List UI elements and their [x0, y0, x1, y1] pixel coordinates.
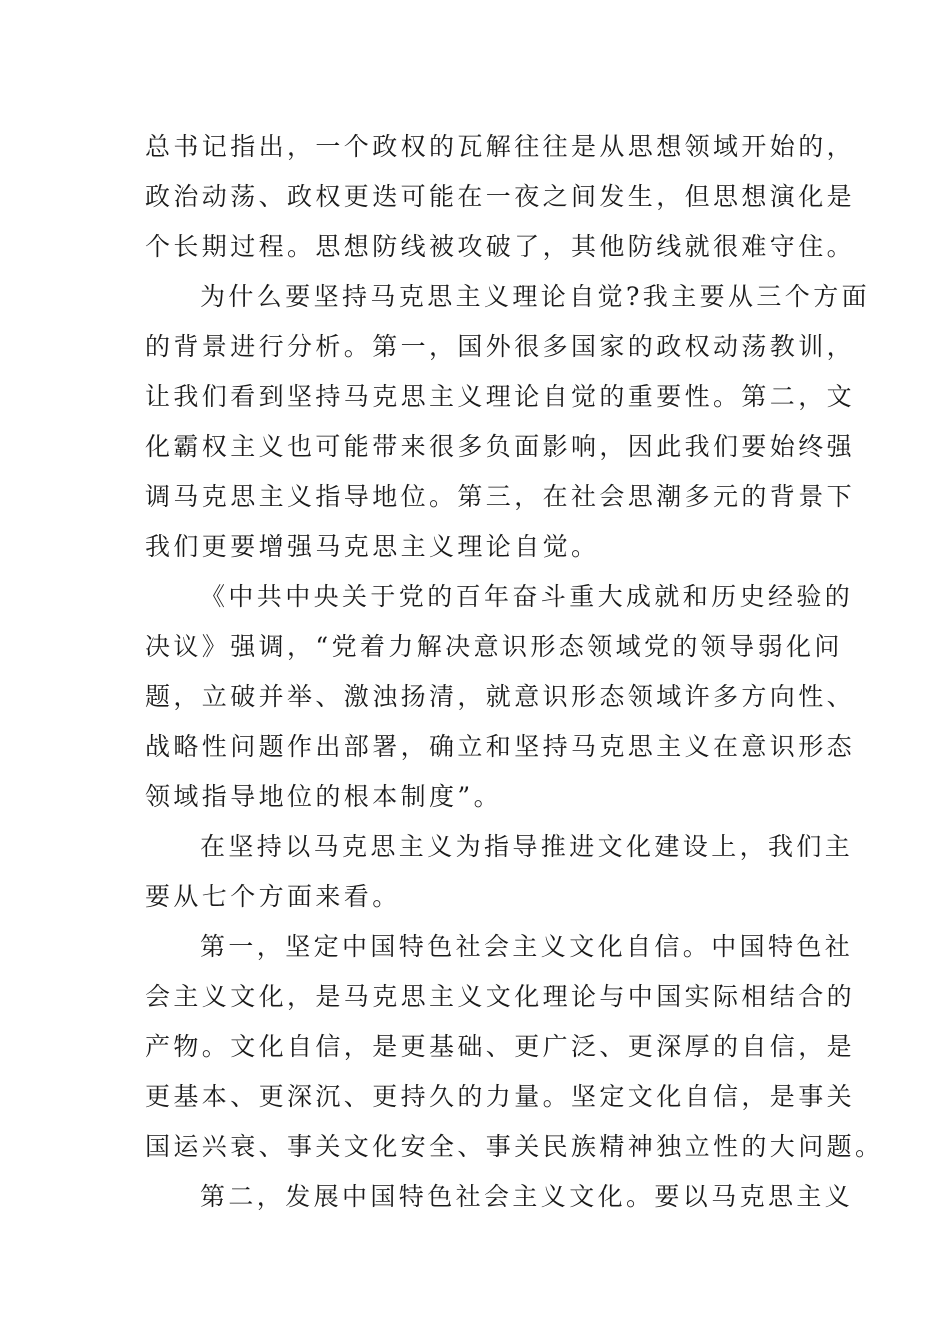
text-line: 第一，坚定中国特色社会主义文化自信。中国特色社: [200, 932, 854, 961]
text-line: 的背景进行分析。第一，国外很多国家的政权动荡教训，: [145, 332, 856, 361]
text-line: 领域指导地位的根本制度”。: [145, 782, 502, 811]
text-line: 要从七个方面来看。: [145, 882, 401, 911]
text-line: 更基本、更深沉、更持久的力量。坚定文化自信，是事关: [145, 1082, 856, 1111]
text-line: 会主义文化，是马克思主义文化理论与中国实际相结合的: [145, 982, 856, 1011]
text-line: 我们更要增强马克思主义理论自觉。: [145, 532, 600, 561]
text-line: 个长期过程。思想防线被攻破了，其他防线就很难守住。: [145, 232, 856, 261]
text-line: 总书记指出，一个政权的瓦解往往是从思想领域开始的，: [145, 132, 856, 161]
text-line: 题，立破并举、激浊扬清，就意识形态领域许多方向性、: [145, 682, 856, 711]
text-line: 政治动荡、政权更迭可能在一夜之间发生，但思想演化是: [145, 182, 856, 211]
text-line: 产物。文化自信，是更基础、更广泛、更深厚的自信，是: [145, 1032, 856, 1061]
text-line: 第二，发展中国特色社会主义文化。要以马克思主义: [200, 1182, 854, 1211]
text-line: 为什么要坚持马克思主义理论自觉?我主要从三个方面: [200, 282, 871, 311]
text-line: 在坚持以马克思主义为指导推进文化建设上，我们主: [200, 832, 854, 861]
text-line: 决议》强调，“党着力解决意识形态领域党的领导弱化问: [145, 632, 843, 661]
text-line: 化霸权主义也可能带来很多负面影响，因此我们要始终强: [145, 432, 856, 461]
body-text: [145, 122, 884, 1222]
text-line: 国运兴衰、事关文化安全、事关民族精神独立性的大问题。: [145, 1132, 884, 1161]
text-line: 战略性问题作出部署，确立和坚持马克思主义在意识形态: [145, 732, 856, 761]
text-line: 让我们看到坚持马克思主义理论自觉的重要性。第二，文: [145, 382, 856, 411]
text-line: 调马克思主义指导地位。第三，在社会思潮多元的背景下: [145, 482, 856, 511]
text-line: 《中共中央关于党的百年奋斗重大成就和历史经验的: [200, 582, 854, 611]
